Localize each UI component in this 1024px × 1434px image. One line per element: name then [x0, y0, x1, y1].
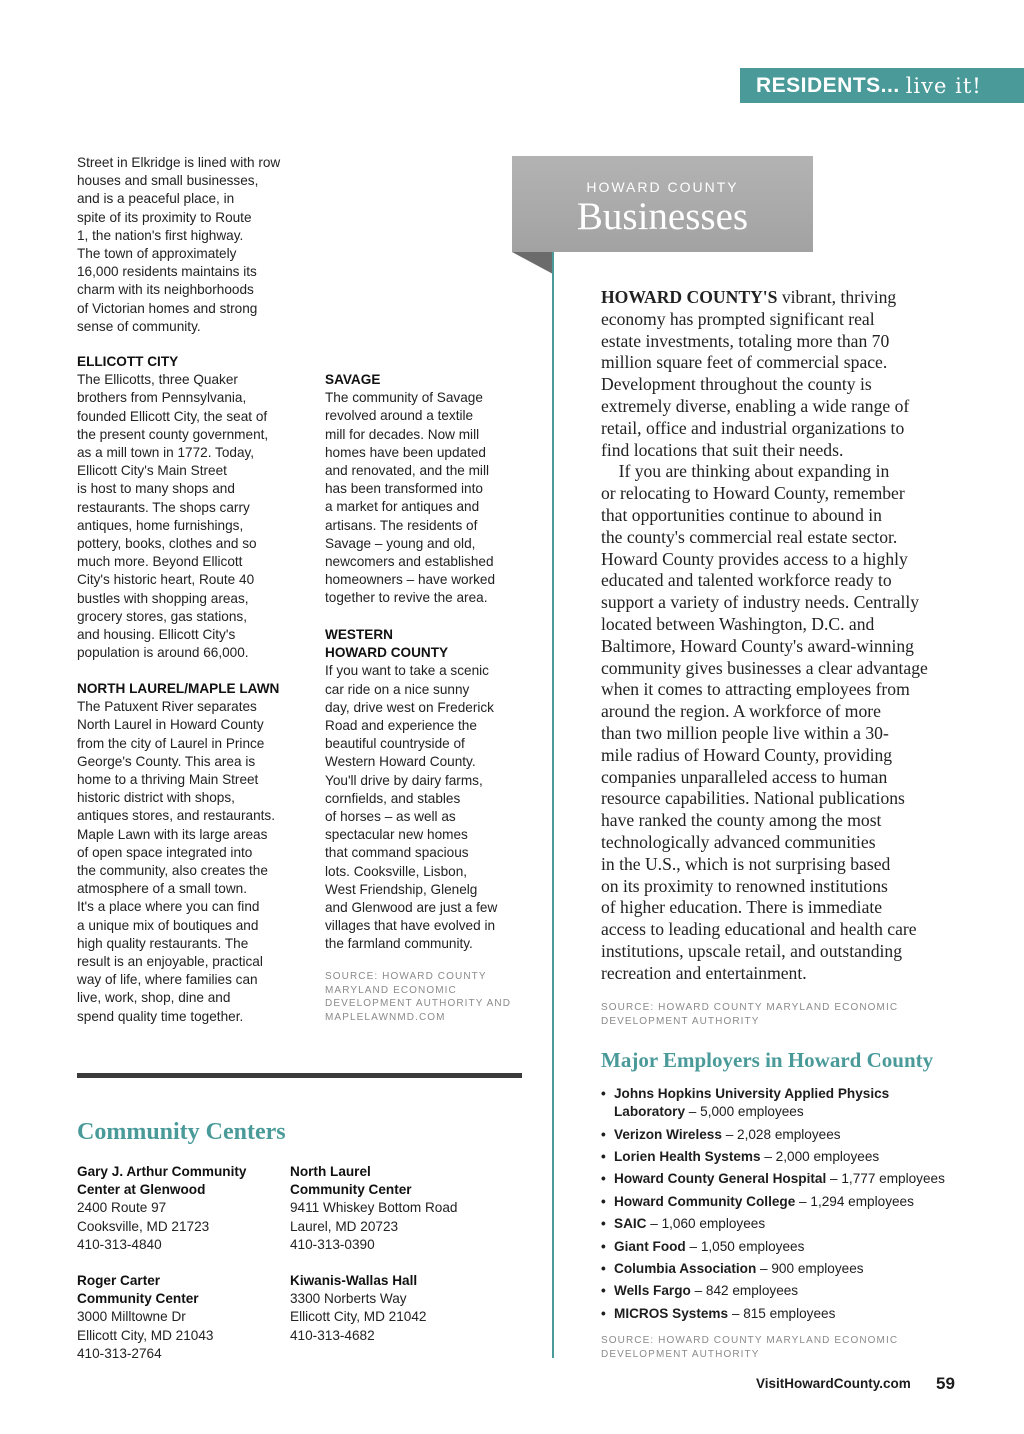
center-name: Roger Carter — [77, 1273, 161, 1288]
page-number: 59 — [936, 1374, 955, 1393]
text-line — [601, 287, 981, 309]
source-line: SOURCE: HOWARD COUNTY MARYLAND ECONOMIC — [601, 1335, 899, 1346]
employee-count: – 1,050 employees — [685, 1238, 805, 1254]
text-line: North Laurel in Howard County — [77, 717, 264, 733]
footer-website: VisitHowardCounty.com — [756, 1376, 911, 1391]
text-line: The Ellicotts, three Quaker — [77, 372, 238, 388]
text-line: home to a thriving Main Street — [77, 772, 259, 788]
text-line: villages that have evolved in — [325, 918, 496, 934]
text-line: and Glenwood are just a few — [325, 900, 498, 916]
text-line: homes have been updated — [325, 444, 486, 460]
text-line: result is an enjoyable, practical — [77, 954, 263, 970]
center-phone: 410-313-4682 — [290, 1327, 375, 1343]
center-city: Cooksville, MD 21723 — [77, 1218, 210, 1234]
text-line: the community, also creates the — [77, 863, 268, 879]
text-line: is host to many shops and — [77, 481, 235, 497]
employee-count: – 1,777 employees — [826, 1171, 945, 1187]
text-line: 1, the nation's first highway. — [77, 227, 244, 243]
center-city: Laurel, MD 20723 — [290, 1218, 399, 1234]
text-line: It's a place where you can find — [77, 899, 260, 915]
businesses-tab-kicker: HOWARD COUNTY — [586, 179, 739, 195]
banner-strong: RESIDENTS... — [756, 73, 900, 97]
north-laurel-section — [77, 680, 312, 1026]
text-line: City's historic heart, Route 40 — [77, 572, 255, 588]
text-line: extremely diverse, enabling a wide range of — [601, 395, 910, 416]
text-line: than two million people live within a 30- — [601, 722, 889, 743]
text-line: community gives businesses a clear advantage — [601, 657, 928, 678]
employer-name: Columbia Association — [614, 1260, 757, 1276]
savage-heading: SAVAGE — [325, 372, 381, 387]
text-line: spectacular new homes — [325, 827, 468, 843]
text-line: George's County. This area is — [77, 753, 256, 769]
text-line: Road and experience the — [325, 718, 477, 734]
center-phone: 410-313-4840 — [77, 1236, 162, 1252]
text-line: Development throughout the county is — [601, 374, 872, 395]
text-line: spend quality time together. — [77, 1008, 244, 1024]
text-line: historic district with shops, — [77, 790, 235, 806]
center-name-cont: Community Center — [290, 1182, 412, 1198]
text-line: sense of community. — [77, 318, 201, 334]
elkridge-text — [77, 154, 307, 336]
text-line: artisans. The residents of — [325, 517, 478, 533]
text-line: revolved around a textile — [325, 408, 474, 424]
center-city: Ellicott City, MD 21042 — [290, 1309, 427, 1325]
text-line: brothers from Pennsylvania, — [77, 390, 247, 406]
center-name: North Laurel — [290, 1164, 371, 1179]
source-line: SOURCE: HOWARD COUNTY — [325, 971, 487, 982]
text-line: estate investments, totaling more than 70 — [601, 330, 890, 351]
text-line: support a variety of industry needs. Centrally — [601, 592, 920, 613]
employer-name: Howard Community College — [614, 1193, 796, 1209]
text-line: mill for decades. Now mill — [325, 426, 480, 442]
text-line: of open space integrated into — [77, 844, 253, 860]
employee-count: – 2,000 employees — [760, 1148, 880, 1164]
text-line: of higher education. There is immediate — [601, 897, 883, 918]
text-line: high quality restaurants. The — [77, 935, 249, 951]
text-line: homeowners – have worked — [325, 572, 496, 588]
section-banner — [740, 68, 1024, 103]
source-note-communities — [325, 970, 525, 1025]
center-phone: 410-313-2764 — [77, 1345, 162, 1361]
savage-section — [325, 371, 520, 608]
western-heading-2: HOWARD COUNTY — [325, 645, 449, 661]
text-line: atmosphere of a small town. — [77, 881, 248, 897]
employer-name: Howard County General Hospital — [614, 1171, 827, 1187]
text-line: economy has prompted significant real — [601, 308, 875, 329]
employer-name: Giant Food — [614, 1238, 686, 1254]
text-line: together to revive the area. — [325, 590, 488, 606]
employee-count: – 2,028 employees — [721, 1126, 841, 1142]
text-line: grocery stores, gas stations, — [77, 608, 247, 624]
source-note-employers — [601, 1334, 981, 1361]
text-fragment: vibrant, thriving — [777, 287, 897, 307]
source-line: DEVELOPMENT AUTHORITY — [601, 1348, 760, 1360]
text-line: and renovated, and the mill — [325, 463, 489, 479]
employer-name: SAIC — [614, 1216, 647, 1232]
center-address: 3300 Norberts Way — [290, 1291, 407, 1307]
employee-count: – 1,294 employees — [795, 1193, 914, 1209]
ellicott-city-section — [77, 353, 312, 662]
center-address: 2400 Route 97 — [77, 1200, 167, 1216]
text-line: day, drive west on Frederick — [325, 699, 494, 715]
source-line: DEVELOPMENT AUTHORITY AND — [325, 998, 512, 1010]
text-line: access to leading educational and health care — [601, 919, 917, 940]
employer-name: Johns Hopkins University Applied Physics — [614, 1086, 890, 1101]
center-city: Ellicott City, MD 21043 — [77, 1327, 214, 1343]
list-item — [601, 1238, 1001, 1256]
text-line: Maple Lawn with its large areas — [77, 826, 268, 842]
employer-name-cont: Laboratory — [614, 1104, 686, 1120]
text-line: bustles with shopping areas, — [77, 590, 249, 606]
text-line: around the region. A workforce of more — [601, 701, 881, 722]
text-line: and is a peaceful place, in — [77, 191, 235, 207]
text-line: If you want to take a scenic — [325, 663, 489, 679]
text-line: Savage – young and old, — [325, 535, 476, 551]
employee-count: – 1,060 employees — [646, 1216, 766, 1232]
text-line: find locations that suit their needs. — [601, 439, 844, 460]
text-line: restaurants. The shops carry — [77, 499, 250, 515]
list-item — [601, 1215, 1001, 1233]
western-howard-section — [325, 626, 520, 954]
section-divider — [77, 1073, 522, 1078]
text-line: located between Washington, D.C. and — [601, 613, 875, 634]
text-line: retail, office and industrial organizations to — [601, 417, 905, 438]
text-line: resource capabilities. National publications — [601, 788, 905, 809]
text-line: in the U.S., which is not surprising based — [601, 853, 891, 874]
text-line: spite of its proximity to Route — [77, 209, 252, 225]
businesses-body — [601, 287, 981, 985]
list-item — [601, 1148, 1001, 1166]
community-center-entry — [77, 1272, 277, 1363]
center-phone: 410-313-0390 — [290, 1236, 375, 1252]
list-item — [601, 1126, 1001, 1144]
community-center-entry — [290, 1163, 510, 1254]
text-line: You'll drive by dairy farms, — [325, 772, 483, 788]
center-address: 9411 Whiskey Bottom Road — [290, 1200, 458, 1216]
text-line: that command spacious — [325, 845, 469, 861]
list-item — [601, 1193, 1001, 1211]
text-line: Ellicott City's Main Street — [77, 463, 227, 479]
list-item — [601, 1282, 1001, 1300]
employers-list — [601, 1085, 1001, 1327]
text-line: Baltimore, Howard County's award-winning — [601, 635, 914, 656]
center-name: Kiwanis-Wallas Hall — [290, 1273, 418, 1288]
text-line: houses and small businesses, — [77, 173, 259, 189]
text-line: car ride on a nice sunny — [325, 681, 470, 697]
text-line: charm with its neighborhoods — [77, 282, 254, 298]
text-line: West Friendship, Glenelg — [325, 881, 478, 897]
text-line: population is around 66,000. — [77, 645, 249, 661]
text-line: The Patuxent River separates — [77, 699, 257, 715]
list-item — [601, 1085, 1001, 1121]
text-line: and housing. Ellicott City's — [77, 627, 236, 643]
center-name-cont: Center at Glenwood — [77, 1182, 206, 1198]
text-line: The community of Savage — [325, 390, 483, 406]
text-line: companies unparalleled access to human — [601, 766, 888, 787]
major-employers-heading: Major Employers in Howard County — [601, 1048, 934, 1072]
source-line: DEVELOPMENT AUTHORITY — [601, 1015, 760, 1027]
community-centers-heading: Community Centers — [77, 1119, 286, 1145]
text-line: lots. Cooksville, Lisbon, — [325, 863, 468, 879]
list-item — [601, 1170, 1001, 1188]
source-line: MAPLELAWNMD.COM — [325, 1012, 446, 1024]
text-line: If you are thinking about expanding in — [601, 461, 890, 482]
community-center-entry — [290, 1272, 510, 1345]
text-line: that opportunities continue to abound in — [601, 504, 882, 525]
text-line: the farmland community. — [325, 936, 473, 952]
employer-name: Verizon Wireless — [614, 1126, 722, 1142]
text-line: Howard County provides access to a highly — [601, 548, 908, 569]
employer-name: Wells Fargo — [614, 1283, 691, 1299]
text-line: technologically advanced communities — [601, 831, 876, 852]
text-line: on its proximity to renowned institutions — [601, 875, 888, 896]
text-line: a unique mix of boutiques and — [77, 917, 259, 933]
businesses-header-tab — [512, 156, 813, 252]
center-address: 3000 Milltowne Dr — [77, 1309, 186, 1325]
text-line: of horses – as well as — [325, 809, 456, 825]
employee-count: – 842 employees — [690, 1283, 799, 1299]
center-name-cont: Community Center — [77, 1291, 199, 1307]
column-rule — [552, 252, 554, 1358]
text-line: the present county government, — [77, 426, 269, 442]
text-line: Western Howard County. — [325, 754, 476, 770]
text-line: newcomers and established — [325, 554, 494, 570]
businesses-lead: HOWARD COUNTY'S — [601, 287, 778, 307]
text-line: has been transformed into — [325, 481, 483, 497]
text-line: live, work, shop, dine and — [77, 990, 231, 1006]
western-heading-1: WESTERN — [325, 627, 393, 642]
center-name: Gary J. Arthur Community — [77, 1164, 247, 1179]
community-center-entry — [77, 1163, 277, 1254]
text-line: the county's commercial real estate sector. — [601, 526, 898, 547]
text-line: from the city of Laurel in Prince — [77, 735, 265, 751]
text-line: or relocating to Howard County, remember — [601, 483, 905, 504]
text-line: institutions, upscale retail, and outstanding — [601, 940, 903, 961]
text-line: founded Ellicott City, the seat of — [77, 408, 268, 424]
text-line: a market for antiques and — [325, 499, 480, 515]
list-item — [601, 1260, 1001, 1278]
text-line: when it comes to attracting employees from — [601, 679, 910, 700]
text-line: The town of approximately — [77, 246, 237, 262]
source-line: MARYLAND ECONOMIC — [325, 984, 457, 996]
employee-count: – 815 employees — [728, 1305, 836, 1321]
text-line: way of life, where families can — [77, 972, 258, 988]
ellicott-city-heading: ELLICOTT CITY — [77, 354, 179, 369]
employee-count: – 900 employees — [756, 1260, 864, 1276]
text-line: educated and talented workforce ready to — [601, 570, 892, 591]
employer-name: MICROS Systems — [614, 1305, 729, 1321]
tab-fold-shadow — [512, 252, 553, 274]
north-laurel-heading: NORTH LAUREL/MAPLE LAWN — [77, 681, 280, 696]
text-line: pottery, books, clothes and so — [77, 536, 257, 552]
text-line: mile radius of Howard County, providing — [601, 744, 893, 765]
banner-light: live it! — [905, 73, 982, 98]
text-line: beautiful countryside of — [325, 736, 465, 752]
employee-count: – 5,000 employees — [685, 1104, 804, 1120]
businesses-tab-title: Businesses — [576, 195, 749, 238]
text-line: recreation and entertainment. — [601, 962, 807, 983]
employer-name: Lorien Health Systems — [614, 1148, 761, 1164]
text-line: million square feet of commercial space. — [601, 352, 888, 373]
text-line: as a mill town in 1772. Today, — [77, 445, 255, 461]
text-line: 16,000 residents maintains its — [77, 264, 257, 280]
text-line: Street in Elkridge is lined with row — [77, 155, 281, 170]
text-line: cornfields, and stables — [325, 790, 461, 806]
text-line: have ranked the county among the most — [601, 810, 882, 831]
text-line: of Victorian homes and strong — [77, 300, 258, 316]
list-item — [601, 1305, 1001, 1323]
source-note-businesses — [601, 1001, 981, 1028]
text-line: antiques stores, and restaurants. — [77, 808, 275, 824]
source-line: SOURCE: HOWARD COUNTY MARYLAND ECONOMIC — [601, 1002, 899, 1013]
text-line: much more. Beyond Ellicott — [77, 554, 243, 570]
text-line: antiques, home furnishings, — [77, 517, 244, 533]
